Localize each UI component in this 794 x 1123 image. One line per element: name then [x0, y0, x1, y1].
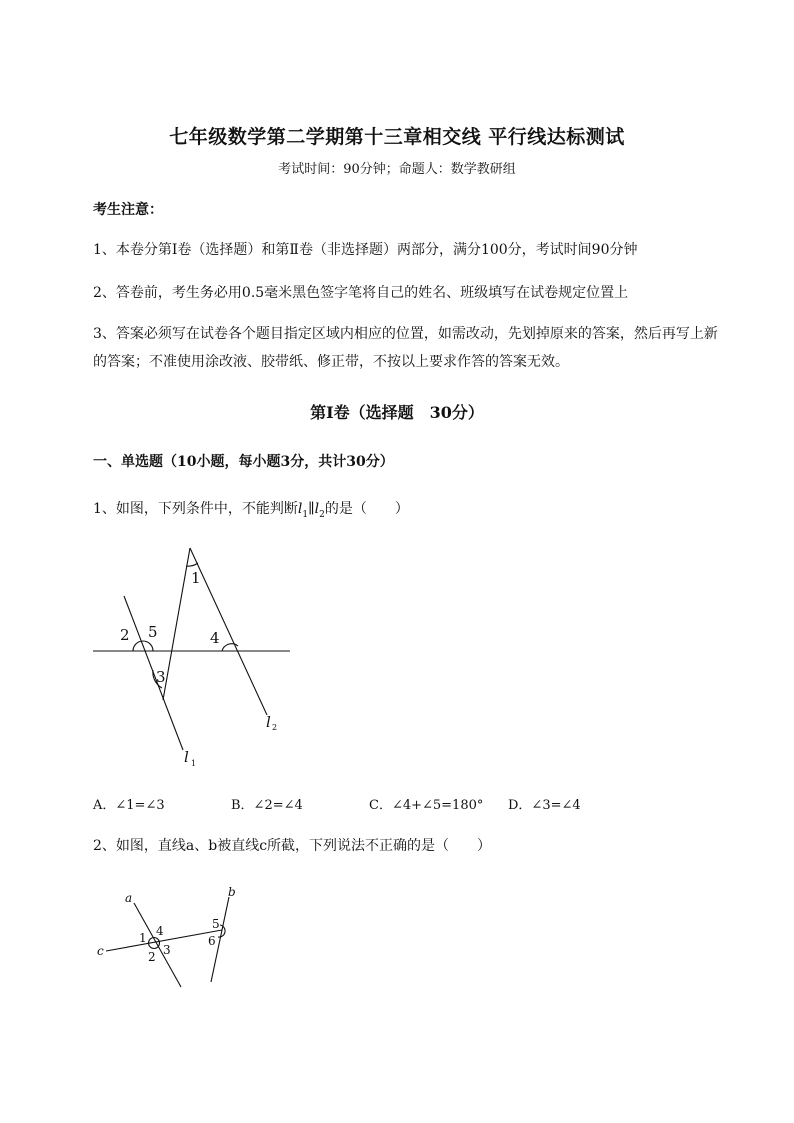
q2-label-angle-3: 3: [163, 943, 171, 957]
notice-item-1: 1、本卷分第Ⅰ卷（选择题）和第Ⅱ卷（非选择题）两部分，满分100分，考试时间90分钟: [93, 242, 638, 258]
q1-label-line-l2: l: [266, 713, 271, 731]
q2-label-a: a: [125, 891, 133, 905]
part-heading: 一、单选题（10小题，每小题3分，共计30分）: [93, 454, 394, 470]
q2-label-angle-2: 2: [148, 950, 156, 964]
notice-item-3-continued: 的答案；不准使用涂改液、胶带纸、修正带，不按以上要求作答的答案无效。: [93, 354, 569, 370]
q1-choice-b[interactable]: B．∠2=∠4: [231, 798, 303, 813]
page-subtitle: 考试时间：90分钟；命题人：数学教研组: [278, 162, 516, 177]
q1-label-angle-3: 3: [156, 668, 166, 686]
notice-heading: 考生注意：: [93, 202, 163, 218]
q2-label-angle-5: 5: [212, 917, 220, 931]
q1-label-line-l2-sub: 2: [272, 723, 278, 732]
q1-line-l2: l: [314, 501, 320, 517]
q1-choice-d[interactable]: D．∠3=∠4: [508, 798, 581, 813]
q1-label-angle-4: 4: [210, 629, 220, 647]
q1-line-l1-sub: 1: [302, 509, 309, 520]
notice-item-2: 2、答卷前，考生务必用0.5毫米黑色签字笔将自己的姓名、班级填写在试卷规定位置上: [93, 285, 629, 301]
q1-label-angle-1: 1: [191, 569, 201, 587]
q2-label-angle-4: 4: [156, 924, 164, 938]
q1-label-angle-5: 5: [148, 623, 158, 641]
q1-stem-suffix: 的是（ ）: [324, 501, 409, 517]
q1-choice-c[interactable]: C．∠4+∠5=180°: [369, 798, 484, 813]
q2-label-angle-6: 6: [208, 934, 216, 948]
q2-label-angle-1: 1: [139, 931, 147, 945]
q1-line-l1: l: [297, 501, 303, 517]
q2-label-b: b: [228, 885, 236, 899]
q1-line-l2-sub: 2: [319, 509, 325, 520]
question-2-stem: 2、如图，直线a、b被直线c所截，下列说法不正确的是（ ）: [93, 838, 492, 854]
q1-parallel-symbol: ∥: [308, 501, 315, 517]
section-title: 第Ⅰ卷（选择题 30分）: [310, 403, 484, 422]
q1-stem-prefix: 1、如图，下列条件中，不能判断: [93, 501, 298, 517]
q1-label-line-l1-sub: 1: [191, 759, 197, 768]
notice-item-3: 3、答案必须写在试卷各个题目指定区域内相应的位置，如需改动，先划掉原来的答案，然后再写上新: [93, 326, 718, 342]
page-title: 七年级数学第二学期第十三章相交线 平行线达标测试: [169, 126, 625, 148]
q1-label-line-l1: l: [184, 748, 189, 766]
q1-label-angle-2: 2: [120, 626, 130, 644]
q1-choice-a[interactable]: A．∠1=∠3: [93, 798, 165, 813]
q2-label-c: c: [97, 944, 104, 958]
